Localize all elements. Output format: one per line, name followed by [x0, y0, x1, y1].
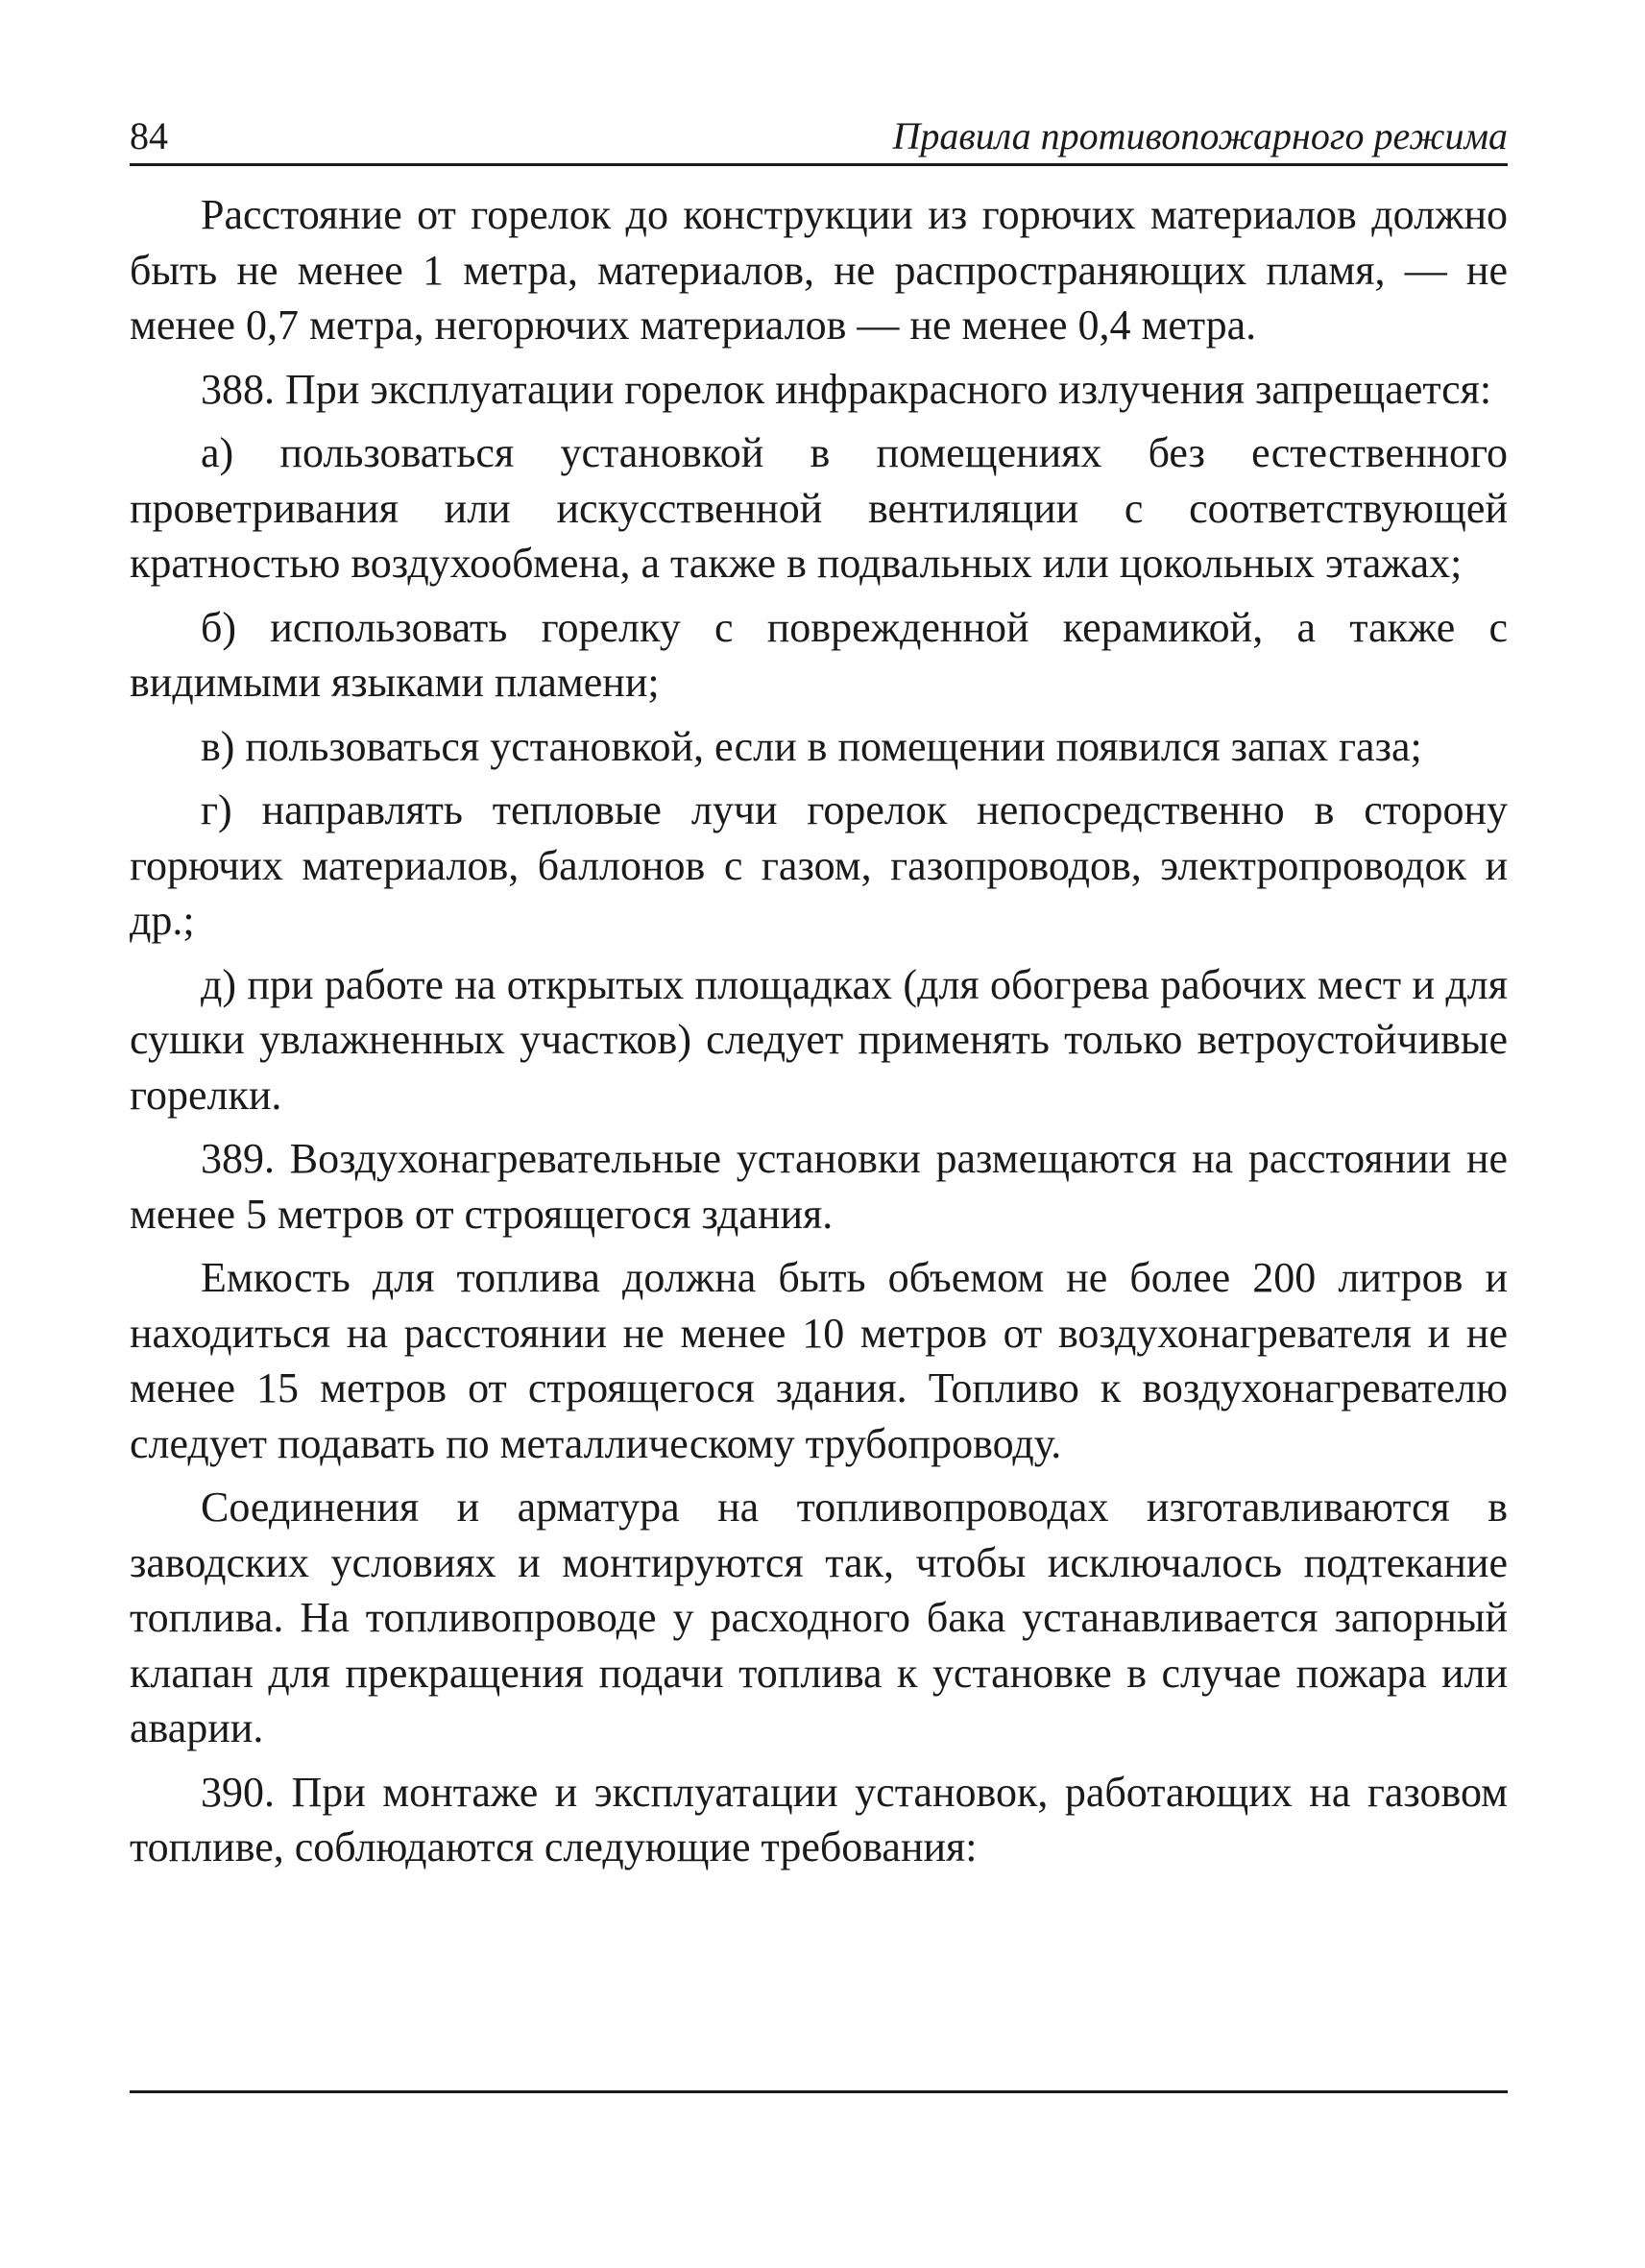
- paragraph-388-v: в) пользоваться установкой, если в помещении появился запах газа;: [201, 722, 1422, 770]
- paragraph-burner-distance: Расстояние от горелок до конструкции из горючих материалов должно быть не менее 1 метра, материалов, не распространяющих пламя, — не менее 0,7 метра, негорючих материалов — не менее 0,4 метра.: [130, 191, 1508, 349]
- paragraph-388-b: б) использовать горелку с поврежденной керамикой, а также с видимыми языками пламени;: [130, 603, 1508, 706]
- paragraph-389: 389. Воздухонагревательные установки размещаются на расстоянии не менее 5 метров от строящегося здания.: [130, 1135, 1508, 1238]
- page-number: 84: [130, 114, 168, 157]
- running-header: [130, 113, 1508, 166]
- paragraph-388-g: г) направлять тепловые лучи горелок непосредственно в сторону горючих материалов, баллонов с газом, газопроводов, электропроводок и др.;: [130, 786, 1508, 944]
- running-title: Правила противопожарного режима: [892, 114, 1508, 157]
- document-page: [130, 113, 1508, 1884]
- paragraph-388: 388. При эксплуатации горелок инфракрасного излучения запрещается:: [201, 365, 1492, 413]
- paragraph-388-a: а) пользоваться установкой в помещениях без естественного проветривания или искусственной вентиляции с соответствующей кратностью воздухообмена, а также в подвальных или цокольных этажах;: [130, 429, 1508, 587]
- body-text: [130, 187, 1508, 1875]
- paragraph-fuel-lines: Соединения и арматура на топливопроводах изготавливаются в заводских условиях и монтируются так, чтобы исключалось подтекание топлива. На топливопроводе у расходного бака устанавливается запорный клапан для прекращения подачи топлива к установке в случае пожара или аварии.: [130, 1484, 1508, 1751]
- paragraph-fuel-tank: Емкость для топлива должна быть объемом не более 200 литров и находиться на расстоянии не менее 10 метров от воздухонагревателя и не менее 15 метров от строящегося здания. Топливо к воздухонагревателю следует подавать по металлическому трубопроводу.: [130, 1254, 1508, 1467]
- bottom-rule: [130, 2090, 1508, 2093]
- paragraph-390: 390. При монтаже и эксплуатации установок, работающих на газовом топливе, соблюдаются следующие требования:: [130, 1768, 1508, 1870]
- paragraph-388-d: д) при работе на открытых площадках (для обогрева рабочих мест и для сушки увлажненных участков) следует применять только ветроустойчивые горелки.: [130, 960, 1508, 1119]
